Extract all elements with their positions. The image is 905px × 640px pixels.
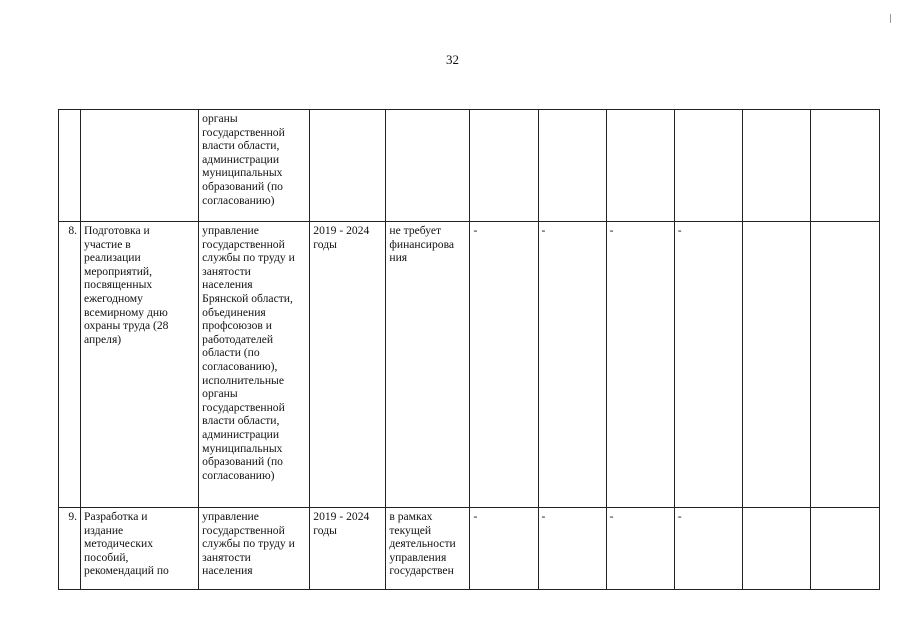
- table-row: [59, 508, 880, 590]
- period-cell: 2019 - 2024 годы: [310, 508, 386, 590]
- table-row: [59, 222, 880, 508]
- financing-cell: [386, 110, 470, 222]
- value-cell: -: [674, 222, 742, 508]
- page-number: 32: [446, 52, 459, 67]
- measure-name: [81, 110, 199, 222]
- row-number: [59, 110, 81, 222]
- value-cell: [470, 110, 538, 222]
- value-cell: -: [606, 222, 674, 508]
- executor-cell: управление государственной службы по труду и занятости населения Брянской области, объединения профсоюзов и работодателей области (по согласованию), исполнительные органы государственной власти области, администрации муниципальных образований (по согласованию): [199, 222, 310, 508]
- executor-cell: органы государственной власти области, администрации муниципальных образований (по согласованию): [199, 110, 310, 222]
- value-cell: -: [538, 508, 606, 590]
- measures-table: [58, 109, 880, 590]
- value-cell: [742, 222, 810, 508]
- value-cell: [606, 110, 674, 222]
- financing-cell: не требует финансирова ния: [386, 222, 470, 508]
- value-cell: [810, 222, 879, 508]
- value-cell: -: [606, 508, 674, 590]
- value-cell: [810, 508, 879, 590]
- row-number: 8.: [59, 222, 81, 508]
- period-cell: 2019 - 2024 годы: [310, 222, 386, 508]
- scan-mark: [890, 14, 891, 23]
- value-cell: [742, 110, 810, 222]
- value-cell: [674, 110, 742, 222]
- measure-name: Подготовка и участие в реализации мероприятий, посвященных ежегодному всемирному дню охраны труда (28 апреля): [81, 222, 199, 508]
- financing-cell: в рамках текущей деятельности управления государствен: [386, 508, 470, 590]
- table-row: [59, 110, 880, 222]
- value-cell: [742, 508, 810, 590]
- value-cell: [810, 110, 879, 222]
- row-number: 9.: [59, 508, 81, 590]
- measure-name: Разработка и издание методических пособий, рекомендаций по: [81, 508, 199, 590]
- value-cell: -: [470, 508, 538, 590]
- period-cell: [310, 110, 386, 222]
- value-cell: [538, 110, 606, 222]
- value-cell: -: [538, 222, 606, 508]
- executor-cell: управление государственной службы по труду и занятости населения: [199, 508, 310, 590]
- value-cell: -: [674, 508, 742, 590]
- value-cell: -: [470, 222, 538, 508]
